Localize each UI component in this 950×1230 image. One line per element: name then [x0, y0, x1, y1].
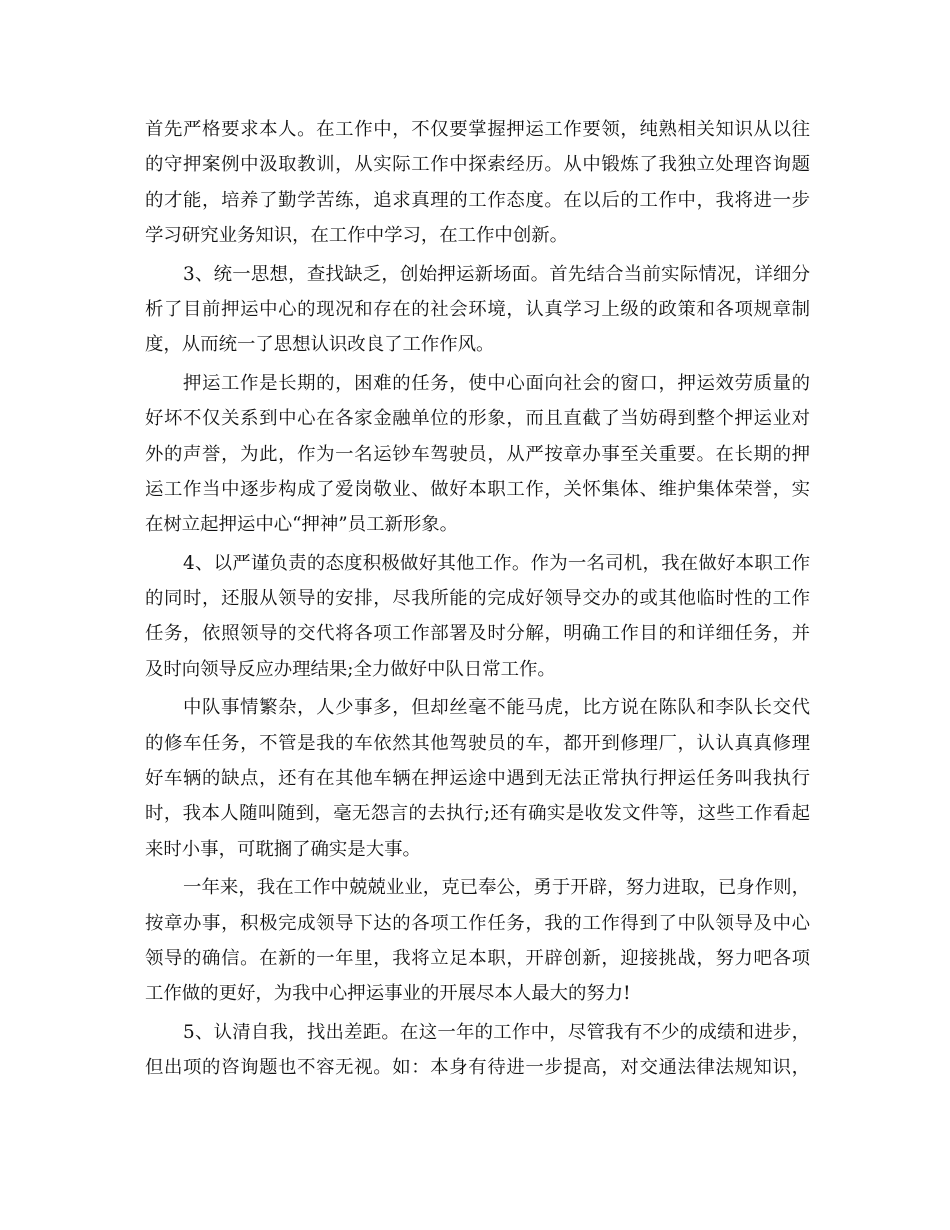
- text-line: 好坏不仅关系到中心在各家金融单位的形象，而且直截了当妨碍到整个押运业对: [145, 408, 810, 430]
- text-line: 5、认清自我，找出差距。在这一年的工作中，尽管我有不少的成绩和进步，: [183, 1021, 810, 1043]
- text-line: 但出项的咨询题也不容无视。如：本身有待进一步提高，对交通法律法规知识，: [145, 1057, 810, 1079]
- paragraph: [145, 1015, 810, 1086]
- text-line: 的修车任务，不管是我的车依然其他驾驶员的车，都开到修理厂，认认真真修理: [145, 732, 810, 754]
- text-line: 首先严格要求本人。在工作中，不仅要掌握押运工作要领，纯熟相关知识从以往: [145, 119, 810, 140]
- text-line: 析了目前押运中心的现况和存在的社会环境，认真学习上级的政策和各项规章制: [145, 298, 810, 320]
- text-line: 3、统一思想，查找缺乏，创始押运新场面。首先结合当前实际情况，详细分: [183, 263, 810, 285]
- text-line: 的同时，还服从领导的安排，尽我所能的完成好领导交办的或其他临时性的工作: [145, 588, 810, 610]
- text-line: 4、以严谨负责的态度积极做好其他工作。作为一名司机，我在做好本职工作: [183, 552, 810, 574]
- text-line: 及时向领导反应办理结果;全力做好中队日常工作。: [145, 658, 556, 680]
- paragraph: [145, 257, 810, 363]
- paragraph: [145, 366, 810, 543]
- paragraph: [145, 870, 810, 1012]
- text-line: 在树立起押运中心“押神”员工新形象。: [145, 514, 459, 536]
- paragraph: [145, 112, 810, 254]
- text-line: 的才能，培养了勤学苦练，追求真理的工作态度。在以后的工作中，我将进一步: [145, 189, 810, 211]
- document-body: [145, 112, 810, 1086]
- text-line: 好车辆的缺点，还有在其他车辆在押运途中遇到无法正常执行押运任务叫我执行: [145, 768, 810, 790]
- text-line: 外的声誉，为此，作为一名运钞车驾驶员，从严按章办事至关重要。在长期的押: [145, 443, 810, 465]
- text-line: 来时小事，可耽搁了确实是大事。: [145, 838, 421, 860]
- text-line: 一年来，我在工作中兢兢业业，克已奉公，勇于开辟，努力进取，已身作则，: [183, 877, 810, 899]
- text-line: 按章办事，积极完成领导下达的各项工作任务，我的工作得到了中队领导及中心: [145, 912, 810, 934]
- paragraph: [145, 546, 810, 688]
- text-line: 的守押案例中汲取教训，从实际工作中探索经历。从中锻炼了我独立处理咨询题: [145, 154, 810, 176]
- text-line: 时，我本人随叫随到，毫无怨言的去执行;还有确实是收发文件等，这些工作看起: [145, 803, 810, 825]
- text-line: 领导的确信。在新的一年里，我将立足本职，开辟创新，迎接挑战，努力吧各项: [145, 947, 810, 969]
- text-line: 中队事情繁杂，人少事多，但却丝毫不能马虎，比方说在陈队和李队长交代: [183, 697, 810, 719]
- text-line: 押运工作是长期的，困难的任务，使中心面向社会的窗口，押运效劳质量的: [183, 372, 810, 394]
- text-line: 度，从而统一了思想认识改良了工作作风。: [145, 334, 495, 356]
- text-line: 任务，依照领导的交代将各项工作部署及时分解，明确工作目的和详细任务，并: [145, 623, 810, 645]
- text-line: 工作做的更好，为我中心押运事业的开展尽本人最大的努力!: [145, 983, 631, 1005]
- text-line: 运工作当中逐步构成了爱岗敬业、做好本职工作，关怀集体、维护集体荣誉，实: [145, 478, 810, 500]
- text-line: 学习研究业务知识，在工作中学习，在工作中创新。: [145, 225, 568, 247]
- paragraph: [145, 690, 810, 867]
